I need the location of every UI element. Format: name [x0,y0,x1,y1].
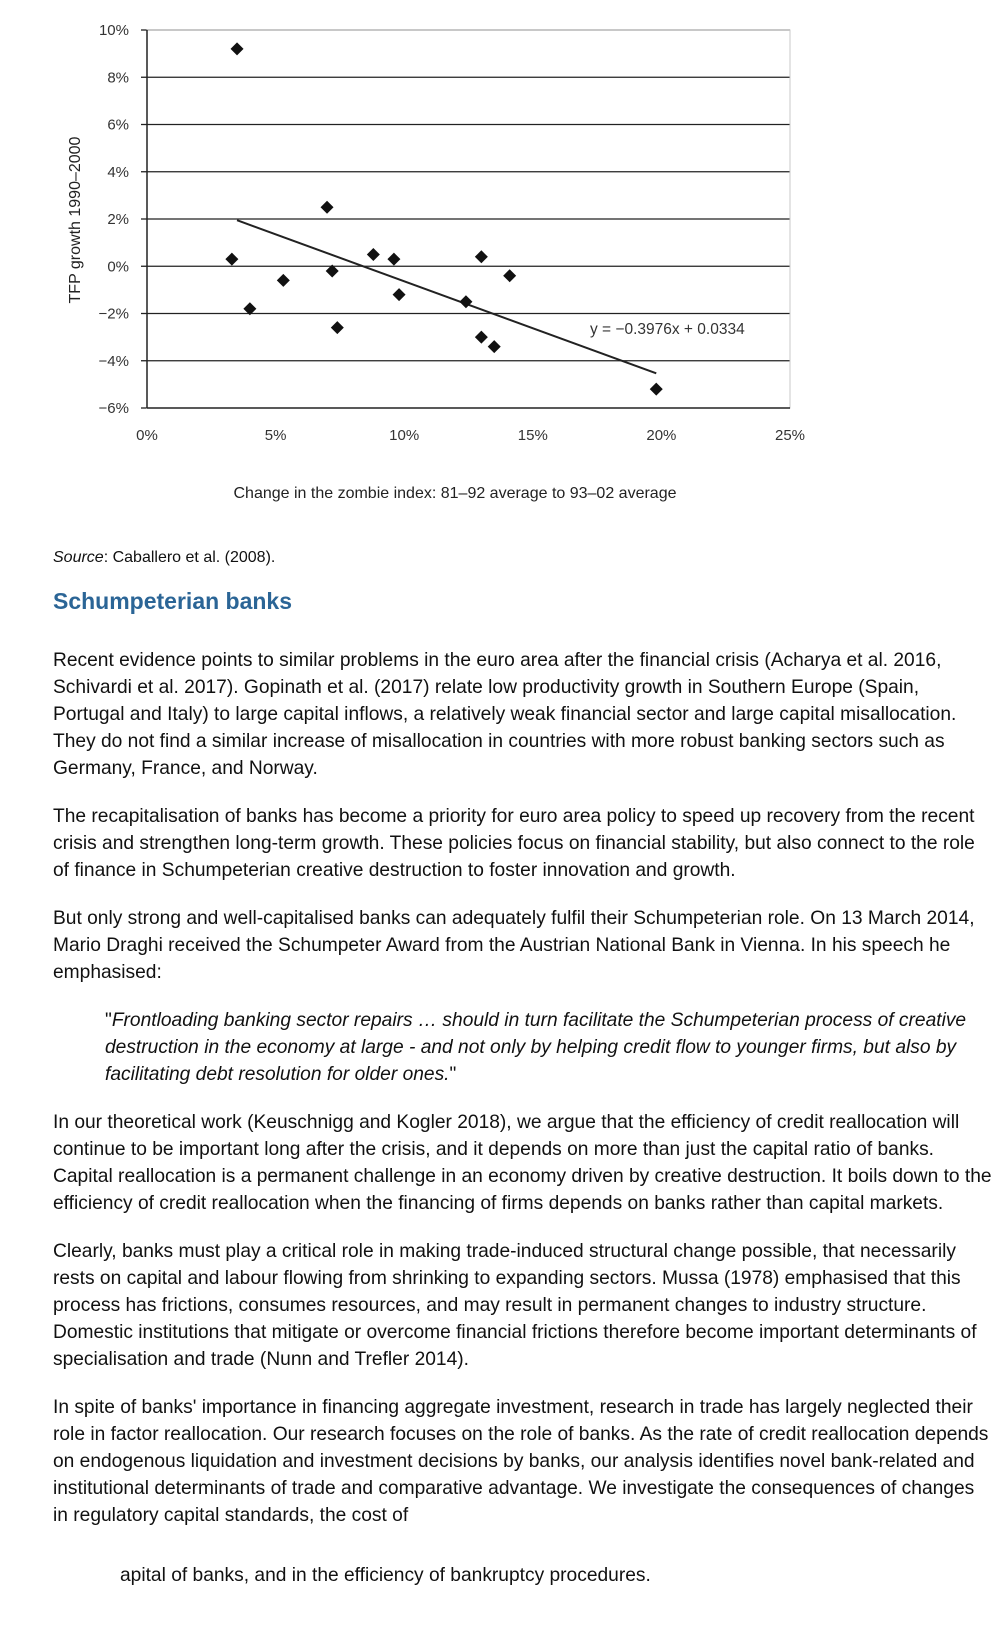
chart-gridlines [141,30,790,408]
y-tick-label: 0% [107,258,129,276]
data-point [393,288,406,301]
data-point [475,250,488,263]
quote: "Frontloading banking sector repairs … should in turn facilitate the Schumpeterian process of creative destruction in the economy at large - and not only by helping credit flow to younger firms, but also by facilitating debt resolution for older ones." [105,1010,967,1085]
y-axis-label: TFP growth 1990–2000 [67,136,84,304]
y-tick-label: −2% [98,305,129,323]
y-tick-label: 6% [107,116,129,134]
quote-text: Frontloading banking sector repairs … should in turn facilitate the Schumpeterian process of creative destruction in the economy at large - and not only by helping credit flow to younger firms, but also by facilitating debt resolution for older ones. [105,1010,967,1085]
x-tick-label: 5% [264,427,287,444]
paragraph: In spite of banks' importance in financing aggregate investment, research in trade has largely neglected their role in factor reallocation. Our research focuses on the role of banks. As the rate of credit reallocation depends on endogenous liquidation and investment decisions by banks, our analysis identifies novel bank-related and institutional determinants of trade and comparative advantage. We investigate the consequences of changes in regulatory capital standards, the cost of [53,1397,989,1526]
data-point [321,201,334,214]
paragraph-tail: apital of banks, and in the efficiency of bankruptcy procedures. [120,1565,651,1586]
data-point [367,248,380,261]
data-point [488,340,501,353]
paragraph: The recapitalisation of banks has become a priority for euro area policy to speed up recovery from the recent crisis and strengthen long-term growth. These policies focus on financial stability, but also connect to the role of finance in Schumpeterian creative destruction to foster innovation and growth. [53,806,975,881]
y-tick-labels [99,22,129,417]
trendline-equation: y = −0.3976x + 0.0334 [590,321,745,338]
x-tick-label: 20% [646,427,677,444]
data-point [331,321,344,334]
y-tick-label: 10% [98,22,129,39]
data-point [277,274,290,287]
paragraph: Clearly, banks must play a critical role in making trade-induced structural change possible, that necessarily rests on capital and labour flowing from shrinking to expanding sectors. Mussa (1978) emphasised that this process has frictions, consumes resources, and may result in permanent changes to industry structure. Domestic institutions that mitigate or overcome financial frictions therefore become important determinants of specialisation and trade (Nunn and Trefler 2014). [53,1241,977,1370]
data-point [231,42,244,55]
data-point [503,269,516,282]
article-body [53,647,993,1550]
data-point [475,331,488,344]
trendline [237,220,656,373]
paragraph: Recent evidence points to similar problems in the euro area after the financial crisis (Acharya et al. 2016, Schivardi et al. 2017). Gopinath et al. (2017) relate low productivity growth in Southern Europe (Spain, Portugal and Italy) to large capital inflows, a relatively weak financial sector and large capital misallocation. They do not find a similar increase of misallocation in countries with more robust banking sectors such as Germany, France, and Norway. [53,650,957,779]
x-axis-label: Change in the zombie index: 81–92 average to 93–02 average [233,485,677,502]
paragraph: In our theoretical work (Keuschnigg and Kogler 2018), we argue that the efficiency of credit reallocation will continue to be important long after the crisis, and it depends on more than just the capital ratio of banks. Capital reallocation is a permanent challenge in an economy driven by creative destruction. It boils down to the efficiency of credit reallocation when the financing of firms depends on banks rather than capital markets. [53,1112,992,1214]
source-label: Source [53,549,104,566]
section-heading: Schumpeterian banks [53,588,293,614]
x-tick-label: 15% [517,427,548,444]
paragraph: But only strong and well-capitalised banks can adequately fulfil their Schumpeterian role. On 13 March 2014, Mario Draghi received the Schumpeter Award from the Austrian National Bank in Vienna. In his speech he emphasised: [53,908,975,983]
y-tick-label: 8% [107,69,129,87]
data-point [387,253,400,266]
x-tick-label: 0% [136,427,158,444]
y-tick-label: 2% [107,211,129,228]
y-tick-label: −4% [98,352,129,370]
source-text: : Caballero et al. (2008). [103,549,276,566]
x-tick-label: 10% [389,427,420,444]
y-tick-label: −6% [98,400,129,417]
x-tick-labels [136,427,805,444]
data-point [225,253,238,266]
data-point [650,383,663,396]
scatter-chart [0,0,1002,520]
x-tick-label: 25% [774,427,806,444]
figure-source [53,549,275,567]
y-tick-label: 4% [107,163,129,181]
